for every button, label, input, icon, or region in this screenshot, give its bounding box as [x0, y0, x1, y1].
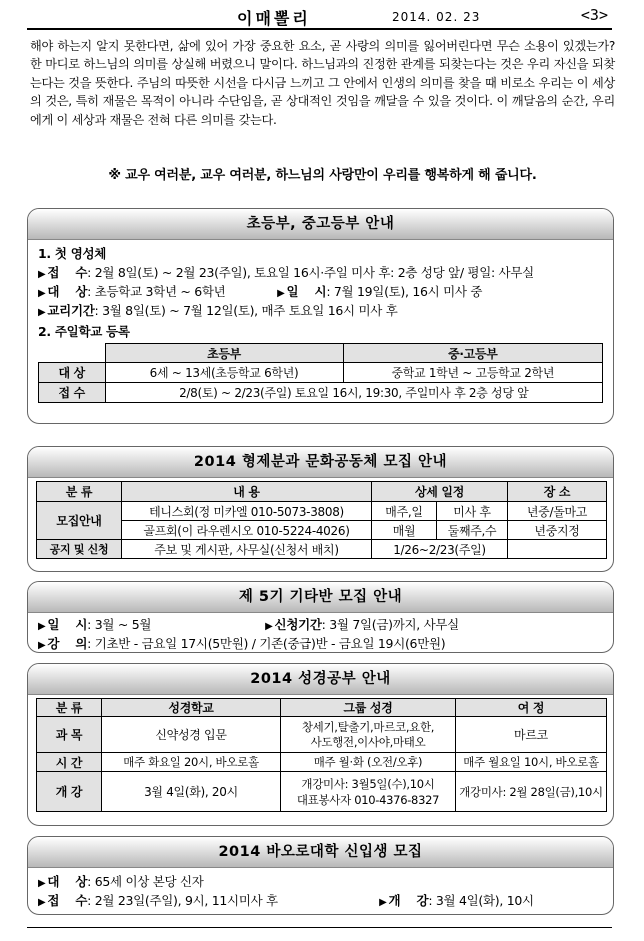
triangle-bullet-icon: ▶: [38, 897, 46, 908]
section-title: 제 5기 기타반 모집 안내: [28, 582, 613, 613]
page-header: [27, 6, 612, 30]
subheading-sunday-school: 2. 주일학교 등록: [38, 324, 130, 339]
bulletin-title: 이매뽈리: [237, 9, 311, 28]
bible-study-table: 분 류 성경학교 그룹 성경 여 정 과 목 신약성경 입문 창세기,탈출기,마르코,요한, 사도행전,이사야,마태오 마르코 시 간 매주 화요일 20시, 바오로홀 매주 월·화 (오전/오후) 매주 월요일 10시, 바오로홀 개 강 3월 4일(화), 20시 개강미사: 3월5일(수),10시 대표봉사자 010-4376-8327 개강미사: 2월 28일(금),10시: [36, 698, 607, 812]
section-children-youth: [27, 208, 614, 424]
info-line: ▶ 교리기간: 3월 8일(토) ~ 7월 12일(토), 매주 토요일 16시 미사 후: [38, 303, 398, 318]
section-title: 2014 바오로대학 신입생 모집: [28, 837, 613, 868]
fellowship-table: 분 류 내 용 상세 일정 장 소 모집안내 테니스회(정 미카엘 010-5073-3808) 매주,일 미사 후 년중/돌마고 골프회(이 라우렌시오 010-5224-4026) 매월 둘째주,수 년중지정 공지 및 신청 주보 및 게시판, 사무실(신청서 배치) 1/26~2/23(주일): [36, 481, 607, 559]
triangle-bullet-icon: ▶: [277, 288, 285, 299]
section-guitar: [27, 581, 614, 653]
triangle-bullet-icon: ▶: [38, 269, 46, 280]
section-title: 2014 성경공부 안내: [28, 664, 613, 695]
triangle-bullet-icon: ▶: [38, 878, 46, 889]
triangle-bullet-icon: ▶: [38, 307, 46, 318]
section-paul-college: [27, 836, 614, 915]
intro-paragraph: 해야 하는지 알지 못한다면, 삶에 있어 가장 중요한 요소, 곧 사랑의 의미를 잃어버린다면 무슨 소용이 있겠는가? 한 마디로 하느님의 의미를 상실해 버렸으니 말이다. 하느님과의 진정한 관계를 되찾는다는 것은 우리 자신을 되찾는다는 것을 뜻한다. 주님의 따뜻한 시선을 다시금 느끼고 그 안에서 인생의 의미를 찾을 때 비로소 우리는 이 세상의 것은, 특히 재물은 목적이 아니라 수단임을, 곧 상대적인 것임을 깨달을 수 있을 것이다. 이 깨달음의 순간, 우리에게 이 세상과 재물은 전혀 다른 의미를 갖는다.: [30, 39, 615, 127]
info-line: ▶ 대 상: 65세 이상 본당 신자: [38, 874, 204, 889]
info-line: ▶ 접 수: 2월 23일(주일), 9시, 11시미사 후 ▶ 개 강: 3월 4일(화), 10시: [38, 893, 534, 908]
bottom-divider: [27, 927, 612, 928]
section-fellowship: [27, 446, 614, 572]
info-line: ▶ 접 수: 2월 8일(토) ~ 2월 23(주일), 토요일 16시·주일 미사 후: 2층 성당 앞/ 평일: 사무실: [38, 265, 534, 280]
triangle-bullet-icon: ▶: [379, 897, 387, 908]
section-title: 초등부, 중고등부 안내: [28, 209, 613, 240]
info-line: ▶ 일 시: 3월 ~ 5월 ▶ 신청기간: 3월 7일(금)까지, 사무실: [38, 617, 459, 632]
subheading-first-communion: 1. 첫 영성체: [38, 246, 107, 261]
triangle-bullet-icon: ▶: [38, 640, 46, 651]
closing-note: ※ 교우 여러분, 교우 여러분, 하느님의 사랑만이 우리를 행복하게 해 줍니다.: [108, 168, 537, 183]
triangle-bullet-icon: ▶: [265, 621, 273, 632]
triangle-bullet-icon: ▶: [38, 288, 46, 299]
info-line: ▶ 강 의: 기초반 - 금요일 17시(5만원) / 기존(중급)반 - 금요일 19시(6만원): [38, 636, 446, 651]
section-bible-study: [27, 663, 614, 826]
triangle-bullet-icon: ▶: [38, 621, 46, 632]
page-number: <3>: [580, 6, 608, 24]
info-line: ▶ 대 상: 초등학교 3학년 ~ 6학년 ▶ 일 시: 7월 19일(토), 16시 미사 중: [38, 284, 483, 299]
bulletin-date: 2014. 02. 23: [392, 10, 481, 24]
sunday-school-table: 초등부 중·고등부 대 상 6세 ~ 13세(초등학교 6학년) 중학교 1학년 ~ 고등학교 2학년 접 수 2/8(토) ~ 2/23(주일) 토요일 16시, 19:30, 주일미사 후 2층 성당 앞: [38, 343, 603, 403]
section-title: 2014 형제분과 문화공동체 모집 안내: [28, 447, 613, 478]
